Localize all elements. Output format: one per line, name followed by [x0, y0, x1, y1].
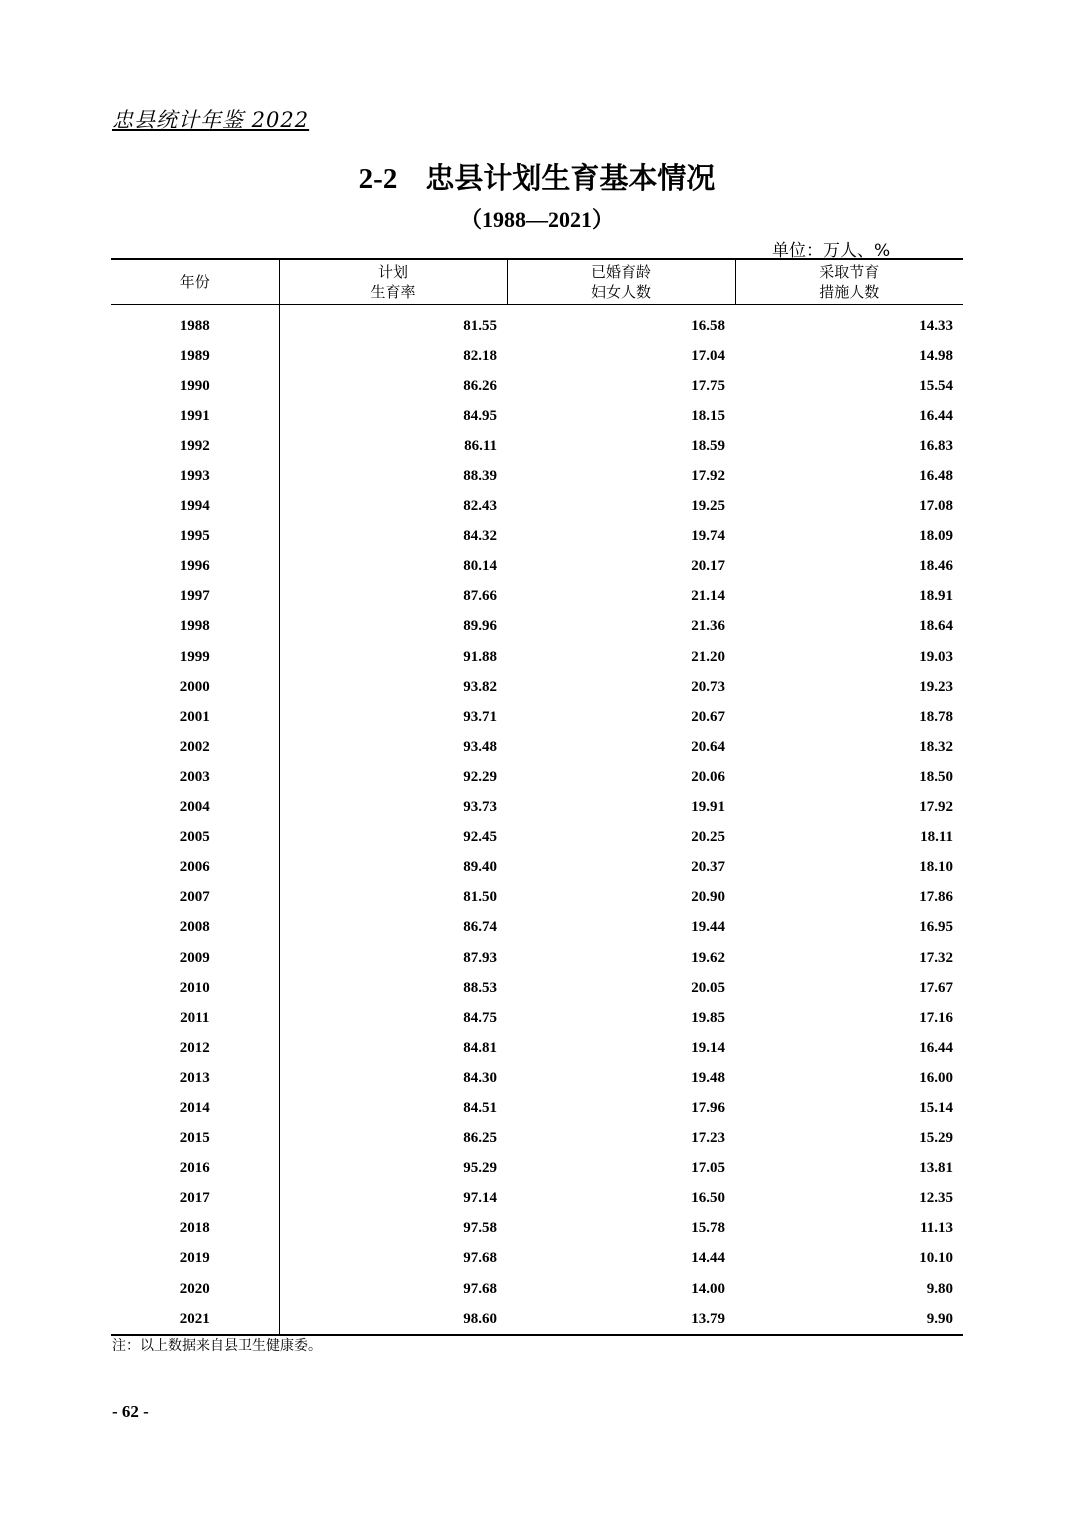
cell-married-women: 19.25: [691, 498, 725, 515]
table-row: [111, 823, 963, 853]
table-row: [111, 552, 963, 582]
cell-planned-birth-rate: 84.75: [279, 1003, 507, 1033]
cell-contraception: 18.11: [920, 829, 953, 846]
cell-planned-birth-rate: 81.55: [279, 305, 507, 342]
table-row: [111, 913, 963, 943]
cell-contraception: 15.54: [919, 377, 953, 394]
cell-married-women: 16.50: [691, 1190, 725, 1207]
cell-planned-birth-rate: 84.81: [279, 1033, 507, 1063]
cell-contraception: 16.00: [919, 1069, 953, 1086]
cell-year: 2018: [179, 1220, 210, 1237]
table-row: [111, 853, 963, 883]
cell-year: 1994: [179, 498, 210, 515]
cell-married-women: 17.05: [691, 1160, 725, 1177]
cell-planned-birth-rate: 86.25: [279, 1124, 507, 1154]
cell-planned-birth-rate: 88.53: [279, 973, 507, 1003]
cell-planned-birth-rate: 93.48: [279, 732, 507, 762]
cell-married-women: 20.64: [691, 738, 725, 755]
table-row: [111, 793, 963, 823]
cell-married-women: 18.15: [691, 407, 725, 424]
cell-year: 2004: [179, 799, 210, 816]
cell-year: 2011: [180, 1009, 210, 1026]
cell-planned-birth-rate: 89.40: [279, 853, 507, 883]
cell-year: 2020: [179, 1280, 210, 1297]
table-row: [111, 1154, 963, 1184]
cell-year: 2013: [179, 1069, 210, 1086]
cell-planned-birth-rate: 97.14: [279, 1184, 507, 1214]
table-row: [111, 371, 963, 401]
column-header-contraception: 采取节育 措施人数: [735, 259, 963, 305]
cell-year: 2019: [179, 1250, 210, 1267]
cell-married-women: 20.73: [691, 678, 725, 695]
cell-married-women: 13.79: [507, 1304, 735, 1335]
cell-year: 2006: [179, 859, 210, 876]
table-row: [111, 582, 963, 612]
cell-year: 1996: [179, 558, 210, 575]
table-row: [111, 1093, 963, 1123]
cell-married-women: 18.59: [691, 437, 725, 454]
cell-year: 2012: [179, 1039, 210, 1056]
cell-married-women: 21.36: [691, 618, 725, 635]
column-header-year: 年份: [111, 259, 279, 305]
cell-planned-birth-rate: 93.73: [279, 793, 507, 823]
cell-married-women: 20.05: [691, 979, 725, 996]
cell-planned-birth-rate: 84.30: [279, 1063, 507, 1093]
cell-contraception: 18.10: [919, 859, 953, 876]
cell-planned-birth-rate: 81.50: [279, 883, 507, 913]
cell-contraception: 13.81: [919, 1160, 953, 1177]
cell-planned-birth-rate: 95.29: [279, 1154, 507, 1184]
cell-planned-birth-rate: 86.74: [279, 913, 507, 943]
table-title: [0, 156, 1074, 197]
column-header-married-women: 已婚育龄 妇女人数: [507, 259, 735, 305]
cell-contraception: 17.86: [919, 889, 953, 906]
cell-planned-birth-rate: 87.93: [279, 943, 507, 973]
cell-year: 2009: [179, 949, 210, 966]
table-row: [111, 732, 963, 762]
cell-year: 1993: [179, 468, 210, 485]
page-number: - 62 -: [112, 1402, 149, 1421]
cell-contraception: 15.29: [919, 1130, 953, 1147]
cell-contraception: 16.44: [919, 1039, 953, 1056]
table-row: [111, 341, 963, 371]
cell-contraception: 16.48: [919, 468, 953, 485]
cell-planned-birth-rate: 93.82: [279, 672, 507, 702]
table-row: [111, 612, 963, 642]
table-row: [111, 1184, 963, 1214]
table-row: [111, 702, 963, 732]
cell-married-women: 19.85: [691, 1009, 725, 1026]
cell-contraception: 14.98: [919, 347, 953, 364]
cell-year: 1989: [179, 347, 210, 364]
column-header-rate: 计划 生育率: [279, 259, 507, 305]
cell-planned-birth-rate: 97.68: [279, 1274, 507, 1304]
cell-contraception: 17.16: [919, 1009, 953, 1026]
cell-contraception: 17.32: [919, 949, 953, 966]
cell-married-women: 17.23: [691, 1130, 725, 1147]
table-row: [111, 1304, 963, 1335]
cell-married-women: 17.92: [691, 468, 725, 485]
cell-contraception: 17.08: [919, 498, 953, 515]
cell-planned-birth-rate: 92.29: [279, 762, 507, 792]
cell-year: 2001: [179, 708, 210, 725]
cell-married-women: 20.67: [691, 708, 725, 725]
cell-married-women: 14.44: [691, 1250, 725, 1267]
table-title-text: 忠县计划生育基本情况: [425, 161, 716, 195]
table-row: [111, 1063, 963, 1093]
cell-married-women: 21.20: [691, 648, 725, 665]
cell-year: 1997: [179, 588, 210, 605]
cell-year: 2015: [179, 1130, 210, 1147]
cell-married-women: 21.14: [691, 588, 725, 605]
cell-contraception: 17.67: [919, 979, 953, 996]
cell-contraception: 15.14: [919, 1099, 953, 1116]
cell-contraception: 16.44: [919, 407, 953, 424]
cell-planned-birth-rate: 84.95: [279, 401, 507, 431]
cell-contraception: 18.09: [919, 528, 953, 545]
cell-planned-birth-rate: 84.32: [279, 522, 507, 552]
table-row: [111, 1124, 963, 1154]
cell-contraception: 18.78: [919, 708, 953, 725]
table-header-row: [111, 259, 963, 305]
table-row: [111, 1214, 963, 1244]
cell-planned-birth-rate: 97.58: [279, 1214, 507, 1244]
cell-married-women: 20.90: [691, 889, 725, 906]
cell-year: 2005: [179, 829, 210, 846]
cell-planned-birth-rate: 91.88: [279, 642, 507, 672]
cell-year: 1990: [179, 377, 210, 394]
cell-contraception: 17.92: [919, 799, 953, 816]
cell-planned-birth-rate: 86.11: [279, 431, 507, 461]
cell-year: 1998: [179, 618, 210, 635]
cell-contraception: 18.91: [919, 588, 953, 605]
cell-year: 2002: [179, 738, 210, 755]
cell-married-women: 19.91: [691, 799, 725, 816]
table-row: [111, 431, 963, 461]
table-row: [111, 1244, 963, 1274]
cell-planned-birth-rate: 87.66: [279, 582, 507, 612]
cell-contraception: 16.83: [919, 437, 953, 454]
cell-contraception: 16.95: [919, 919, 953, 936]
cell-planned-birth-rate: 84.51: [279, 1093, 507, 1123]
cell-planned-birth-rate: 86.26: [279, 371, 507, 401]
table-period: （1988—2021）: [459, 207, 614, 232]
table-row: [111, 461, 963, 491]
cell-year: 2008: [179, 919, 210, 936]
cell-contraception: 18.64: [919, 618, 953, 635]
cell-year: 2017: [179, 1190, 210, 1207]
cell-married-women: 19.62: [691, 949, 725, 966]
cell-married-women: 20.25: [691, 829, 725, 846]
cell-married-women: 17.96: [691, 1099, 725, 1116]
cell-married-women: 17.75: [691, 377, 725, 394]
cell-planned-birth-rate: 80.14: [279, 552, 507, 582]
cell-planned-birth-rate: 98.60: [279, 1304, 507, 1335]
cell-contraception: 18.32: [919, 738, 953, 755]
cell-year: 1992: [179, 437, 210, 454]
cell-contraception: 11.13: [920, 1220, 953, 1237]
table-row: [111, 1033, 963, 1063]
table-row: [111, 305, 963, 342]
cell-married-women: 16.58: [691, 317, 725, 334]
cell-married-women: 17.04: [691, 347, 725, 364]
cell-married-women: 19.14: [691, 1039, 725, 1056]
cell-married-women: 19.74: [691, 528, 725, 545]
cell-married-women: 15.78: [691, 1220, 725, 1237]
cell-year: 2010: [179, 979, 210, 996]
table-row: [111, 1003, 963, 1033]
cell-contraception: 19.03: [919, 648, 953, 665]
cell-contraception: 9.90: [735, 1304, 963, 1335]
table-row: [111, 672, 963, 702]
cell-married-women: 20.37: [691, 859, 725, 876]
table-row: [111, 522, 963, 552]
cell-contraception: 14.33: [919, 317, 953, 334]
cell-contraception: 19.23: [919, 678, 953, 695]
table-row: [111, 943, 963, 973]
cell-year: 2007: [179, 889, 210, 906]
cell-contraception: 10.10: [919, 1250, 953, 1267]
cell-year: 2000: [179, 678, 210, 695]
table-number: 2-2: [358, 163, 398, 195]
cell-contraception: 18.50: [919, 768, 953, 785]
cell-year: 1988: [179, 317, 210, 334]
table-row: [111, 762, 963, 792]
cell-year: 2016: [179, 1160, 210, 1177]
cell-planned-birth-rate: 82.18: [279, 341, 507, 371]
footnote: 注：以上数据来自县卫生健康委。: [112, 1338, 322, 1354]
cell-planned-birth-rate: 93.71: [279, 702, 507, 732]
cell-married-women: 19.48: [691, 1069, 725, 1086]
cell-married-women: 14.00: [691, 1280, 725, 1297]
cell-planned-birth-rate: 89.96: [279, 612, 507, 642]
table-row: [111, 973, 963, 1003]
cell-year: 2021: [111, 1304, 279, 1335]
cell-contraception: 12.35: [919, 1190, 953, 1207]
cell-married-women: 19.44: [691, 919, 725, 936]
cell-year: 1991: [179, 407, 210, 424]
cell-planned-birth-rate: 82.43: [279, 492, 507, 522]
cell-married-women: 20.06: [691, 768, 725, 785]
running-header: 忠县统计年鉴 2022: [112, 108, 310, 132]
cell-year: 1995: [179, 528, 210, 545]
unit-label: 单位：万人、%: [772, 241, 891, 261]
data-table: [111, 258, 963, 1336]
cell-year: 2014: [179, 1099, 210, 1116]
table-row: [111, 883, 963, 913]
cell-year: 1999: [179, 648, 210, 665]
cell-married-women: 20.17: [691, 558, 725, 575]
table-row: [111, 492, 963, 522]
cell-planned-birth-rate: 92.45: [279, 823, 507, 853]
cell-planned-birth-rate: 97.68: [279, 1244, 507, 1274]
table-row: [111, 401, 963, 431]
cell-contraception: 18.46: [919, 558, 953, 575]
table-row: [111, 642, 963, 672]
cell-year: 2003: [179, 768, 210, 785]
cell-planned-birth-rate: 88.39: [279, 461, 507, 491]
table-row: [111, 1274, 963, 1304]
cell-contraception: 9.80: [926, 1280, 953, 1297]
